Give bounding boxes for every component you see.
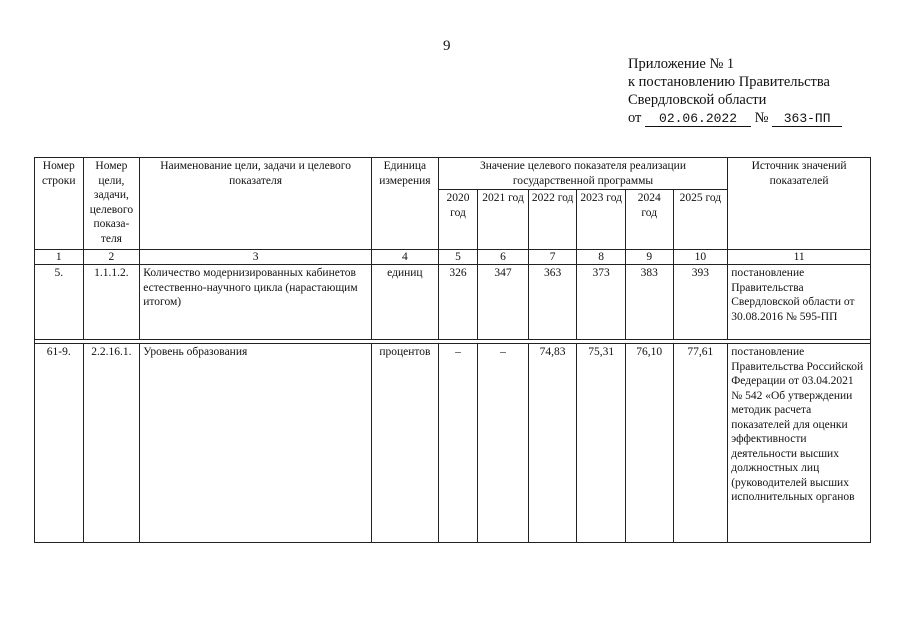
header-year: 2021 год bbox=[478, 190, 529, 250]
table-row bbox=[35, 344, 871, 543]
resolution-number: 363-ПП bbox=[772, 112, 842, 127]
value-2022: 74,83 bbox=[528, 344, 577, 543]
header-name: Наименование цели, задачи и целевого показателя bbox=[140, 158, 372, 250]
column-index: 4 bbox=[371, 250, 438, 265]
column-index: 6 bbox=[478, 250, 529, 265]
header-year: 2025 год bbox=[673, 190, 728, 250]
page-number: 9 bbox=[443, 38, 451, 54]
goal-number: 1.1.1.2. bbox=[83, 265, 140, 340]
column-index: 9 bbox=[625, 250, 673, 265]
value-2022: 363 bbox=[528, 265, 577, 340]
header-unit: Единица измерения bbox=[371, 158, 438, 250]
appendix-title: Приложение № 1 bbox=[628, 56, 735, 72]
resolution-date: 02.06.2022 bbox=[645, 112, 751, 127]
column-index: 1 bbox=[35, 250, 84, 265]
appendix-date-line bbox=[628, 109, 842, 127]
number-prefix: № bbox=[754, 110, 769, 126]
column-index: 10 bbox=[673, 250, 728, 265]
appendix-resolution: к постановлению Правительства bbox=[628, 74, 830, 90]
value-2023: 75,31 bbox=[577, 344, 626, 543]
indicator-name: Уровень образования bbox=[140, 344, 372, 543]
value-2020: 326 bbox=[438, 265, 477, 340]
column-index: 11 bbox=[728, 250, 871, 265]
value-2023: 373 bbox=[577, 265, 626, 340]
header-year: 2024 год bbox=[625, 190, 673, 250]
header-value-group: Значение целевого показателя реализации государственной программы bbox=[438, 158, 727, 190]
value-2021: 347 bbox=[478, 265, 529, 340]
table-row bbox=[35, 265, 871, 340]
unit: процентов bbox=[371, 344, 438, 543]
indicators-table bbox=[34, 157, 871, 543]
unit: единиц bbox=[371, 265, 438, 340]
value-2020: – bbox=[438, 344, 477, 543]
goal-number: 2.2.16.1. bbox=[83, 344, 140, 543]
indicator-name: Количество модернизированных кабинетов естественно-научного цикла (нарастающим итогом) bbox=[140, 265, 372, 340]
column-index: 2 bbox=[83, 250, 140, 265]
value-2024: 76,10 bbox=[625, 344, 673, 543]
column-index: 8 bbox=[577, 250, 626, 265]
appendix-region: Свердловской области bbox=[628, 92, 767, 108]
column-index: 3 bbox=[140, 250, 372, 265]
header-year: 2020 год bbox=[438, 190, 477, 250]
header-source: Источник значений показателей bbox=[728, 158, 871, 250]
value-2025: 393 bbox=[673, 265, 728, 340]
row-number: 61-9. bbox=[35, 344, 84, 543]
appendix-header bbox=[628, 55, 842, 127]
value-2025: 77,61 bbox=[673, 344, 728, 543]
value-2021: – bbox=[478, 344, 529, 543]
header-year: 2023 год bbox=[577, 190, 626, 250]
row-number: 5. bbox=[35, 265, 84, 340]
column-index: 7 bbox=[528, 250, 577, 265]
column-index: 5 bbox=[438, 250, 477, 265]
source: постановление Правительства Российской Федерации от 03.04.2021 № 542 «Об утверждении методик расчета показателей для оценки эффективности деятельности высших должностных лиц (руководителей высших исполнительных органов bbox=[728, 344, 871, 543]
date-prefix: от bbox=[628, 110, 642, 126]
header-goal-number: Номер цели, задачи, целевого показа-теля bbox=[83, 158, 140, 250]
header-year: 2022 год bbox=[528, 190, 577, 250]
source: постановление Правительства Свердловской области от 30.08.2016 № 595-ПП bbox=[728, 265, 871, 340]
header-row bbox=[35, 158, 871, 190]
value-2024: 383 bbox=[625, 265, 673, 340]
column-index-row bbox=[35, 250, 871, 265]
header-row-number: Номер строки bbox=[35, 158, 84, 250]
